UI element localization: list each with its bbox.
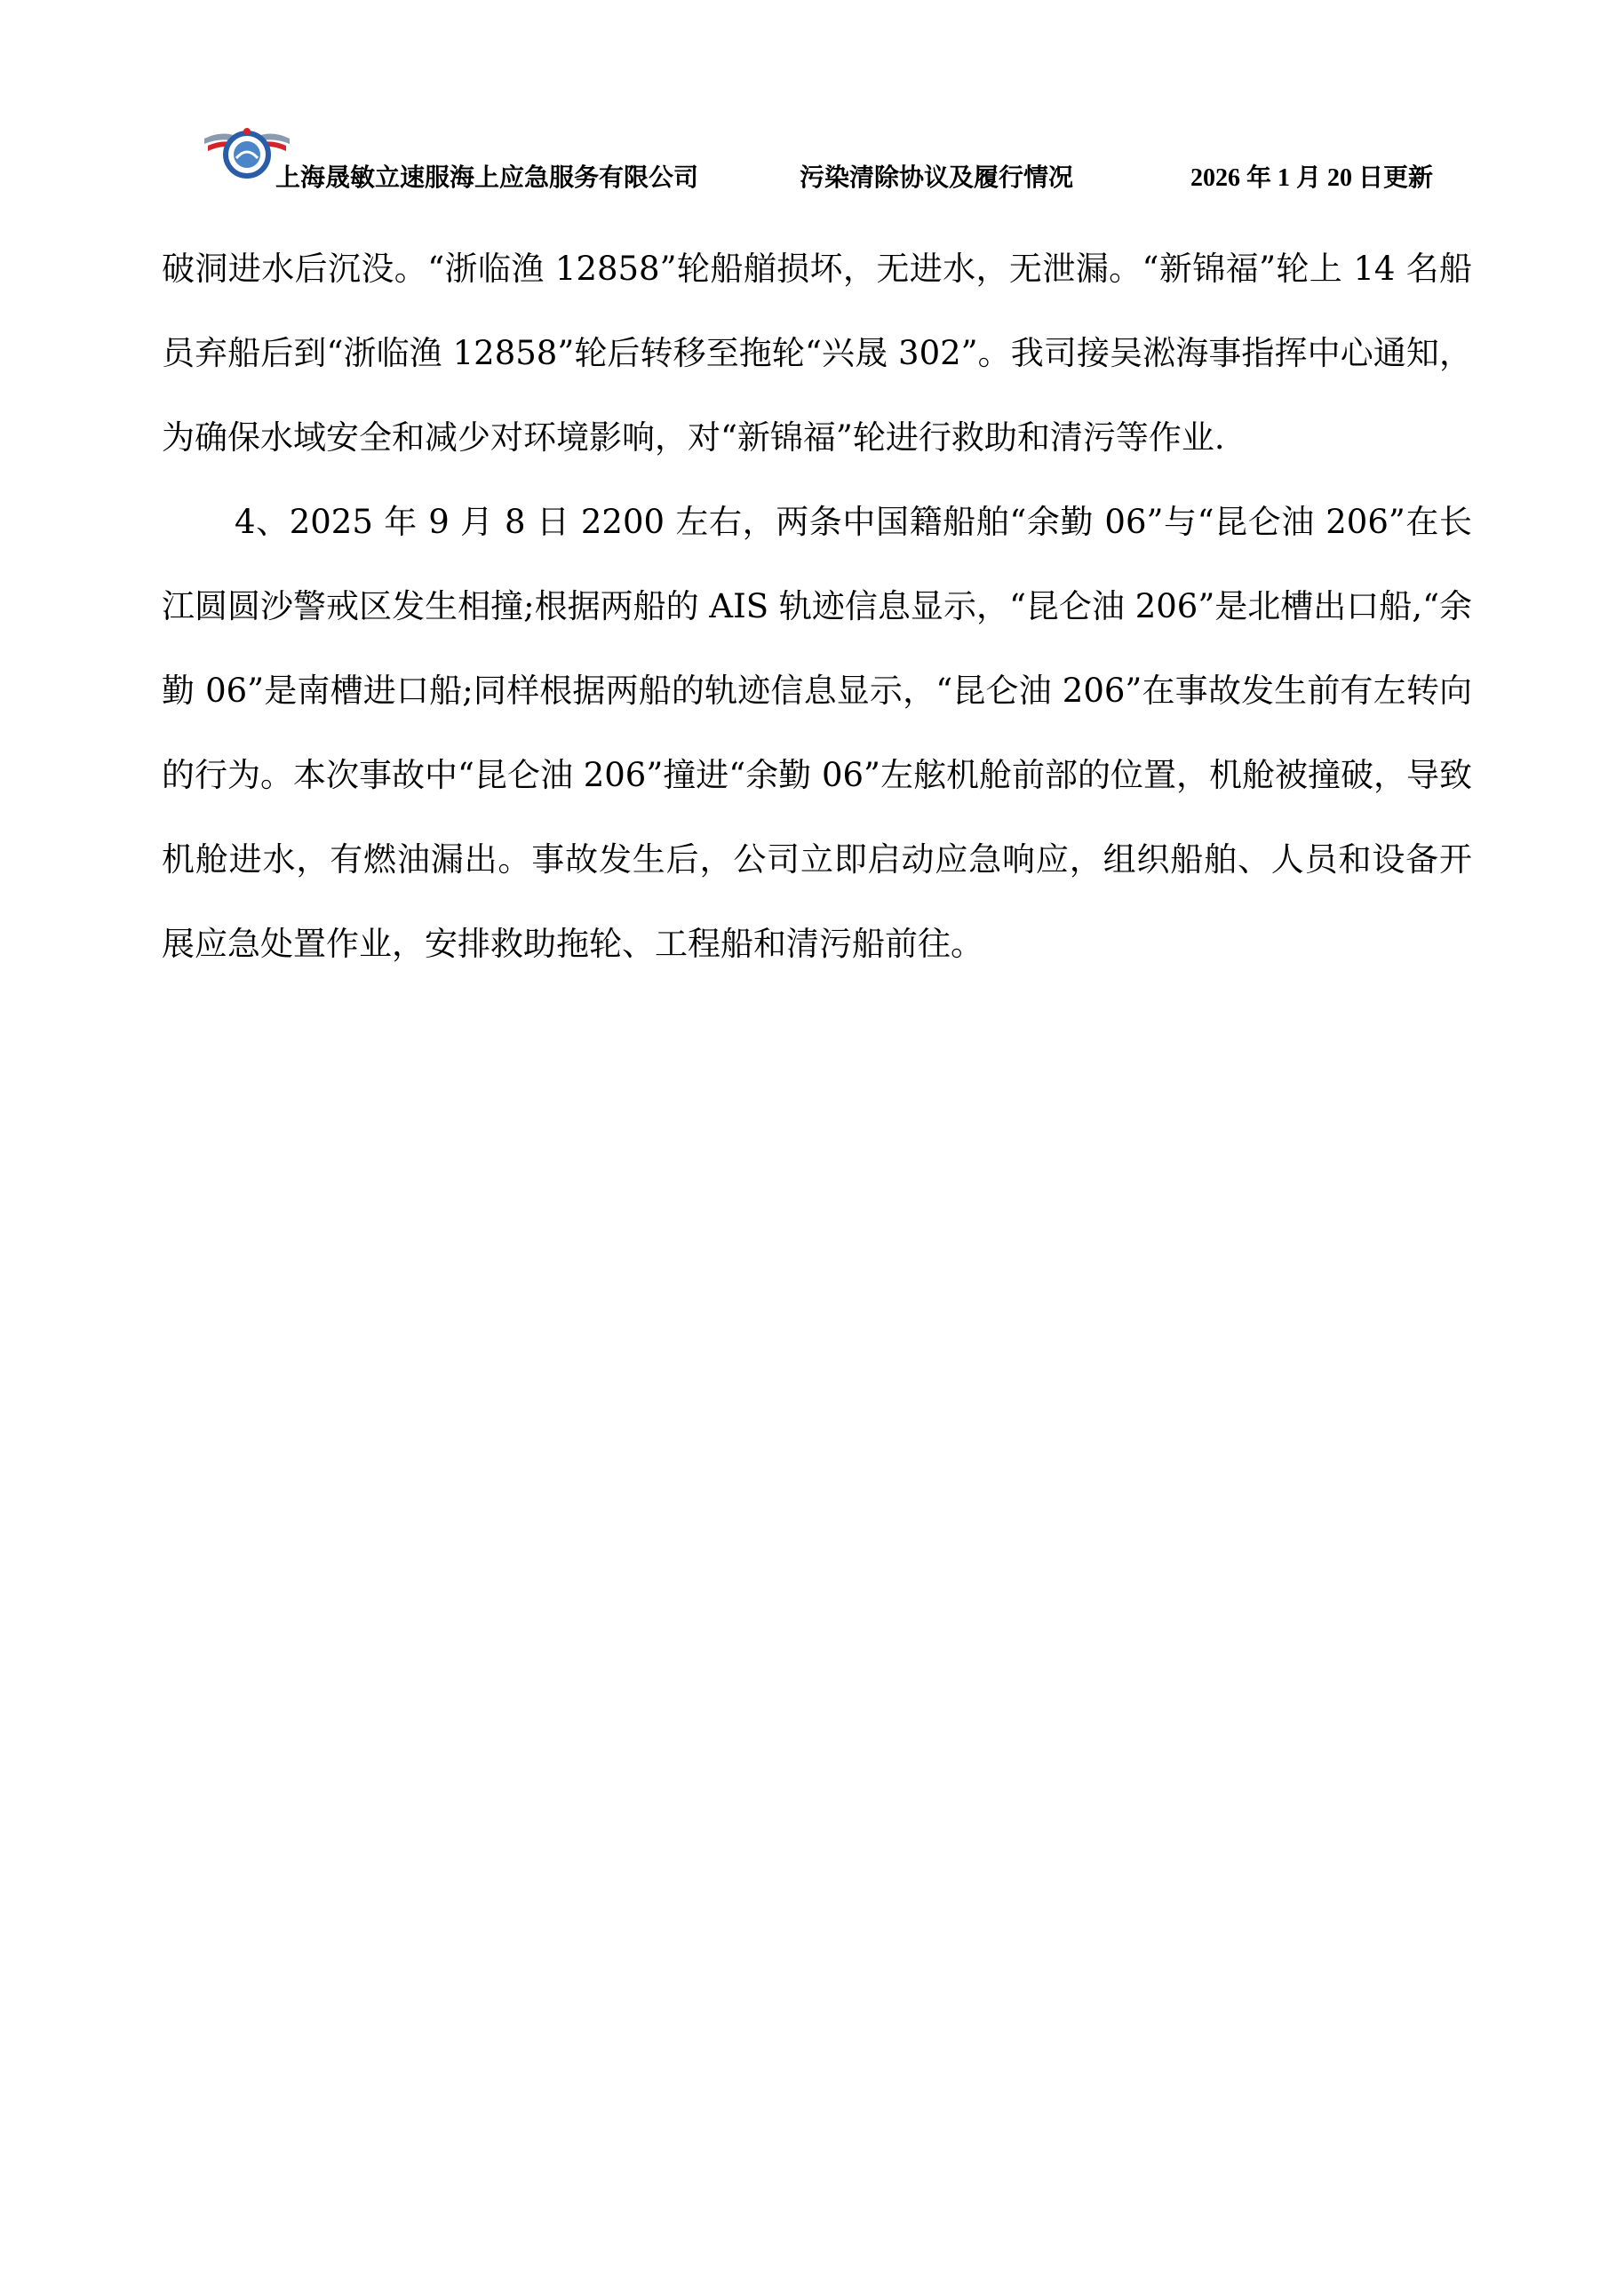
updated-date: 2026 年 1 月 20 日更新 bbox=[1190, 164, 1434, 192]
company-name: 上海晟敏立速服海上应急服务有限公司 bbox=[275, 164, 699, 192]
page-header bbox=[275, 158, 1493, 194]
paragraph-continuation: 破洞进水后沉没。“浙临渔 12858”轮船艏损坏，无进水，无泄漏。“新锦福”轮上 14 名船员弃船后到“浙临渔 12858”轮后转移至拖轮“兴晟 302”。我司接吴淞海事指挥中心通知，为确保水域安全和减少对环境影响，对“新锦福”轮进行救助和清污等作业. bbox=[162, 250, 1472, 457]
paragraph-incident-4: 4、2025 年 9 月 8 日 2200 左右，两条中国籍船舶“余勤 06”与“昆仑油 206”在长江圆圆沙警戒区发生相撞;根据两船的 AIS 轨迹信息显示，“昆仑油 206”是北槽出口船,“余勤 06”是南槽进口船;同样根据两船的轨迹信息显示，“昆仑油 206”在事故发生前有左转向的行为。本次事故中“昆仑油 206”撞进“余勤 06”左舷机舱前部的位置，机舱被撞破，导致机舱进水，有燃油漏出。事故发生后，公司立即启动应急响应，组织船舶、人员和设备开展应急处置作业，安排救助拖轮、工程船和清污船前往。 bbox=[162, 503, 1472, 963]
document-body bbox=[162, 227, 1472, 986]
document-title: 污染清除协议及履行情况 bbox=[800, 164, 1074, 192]
